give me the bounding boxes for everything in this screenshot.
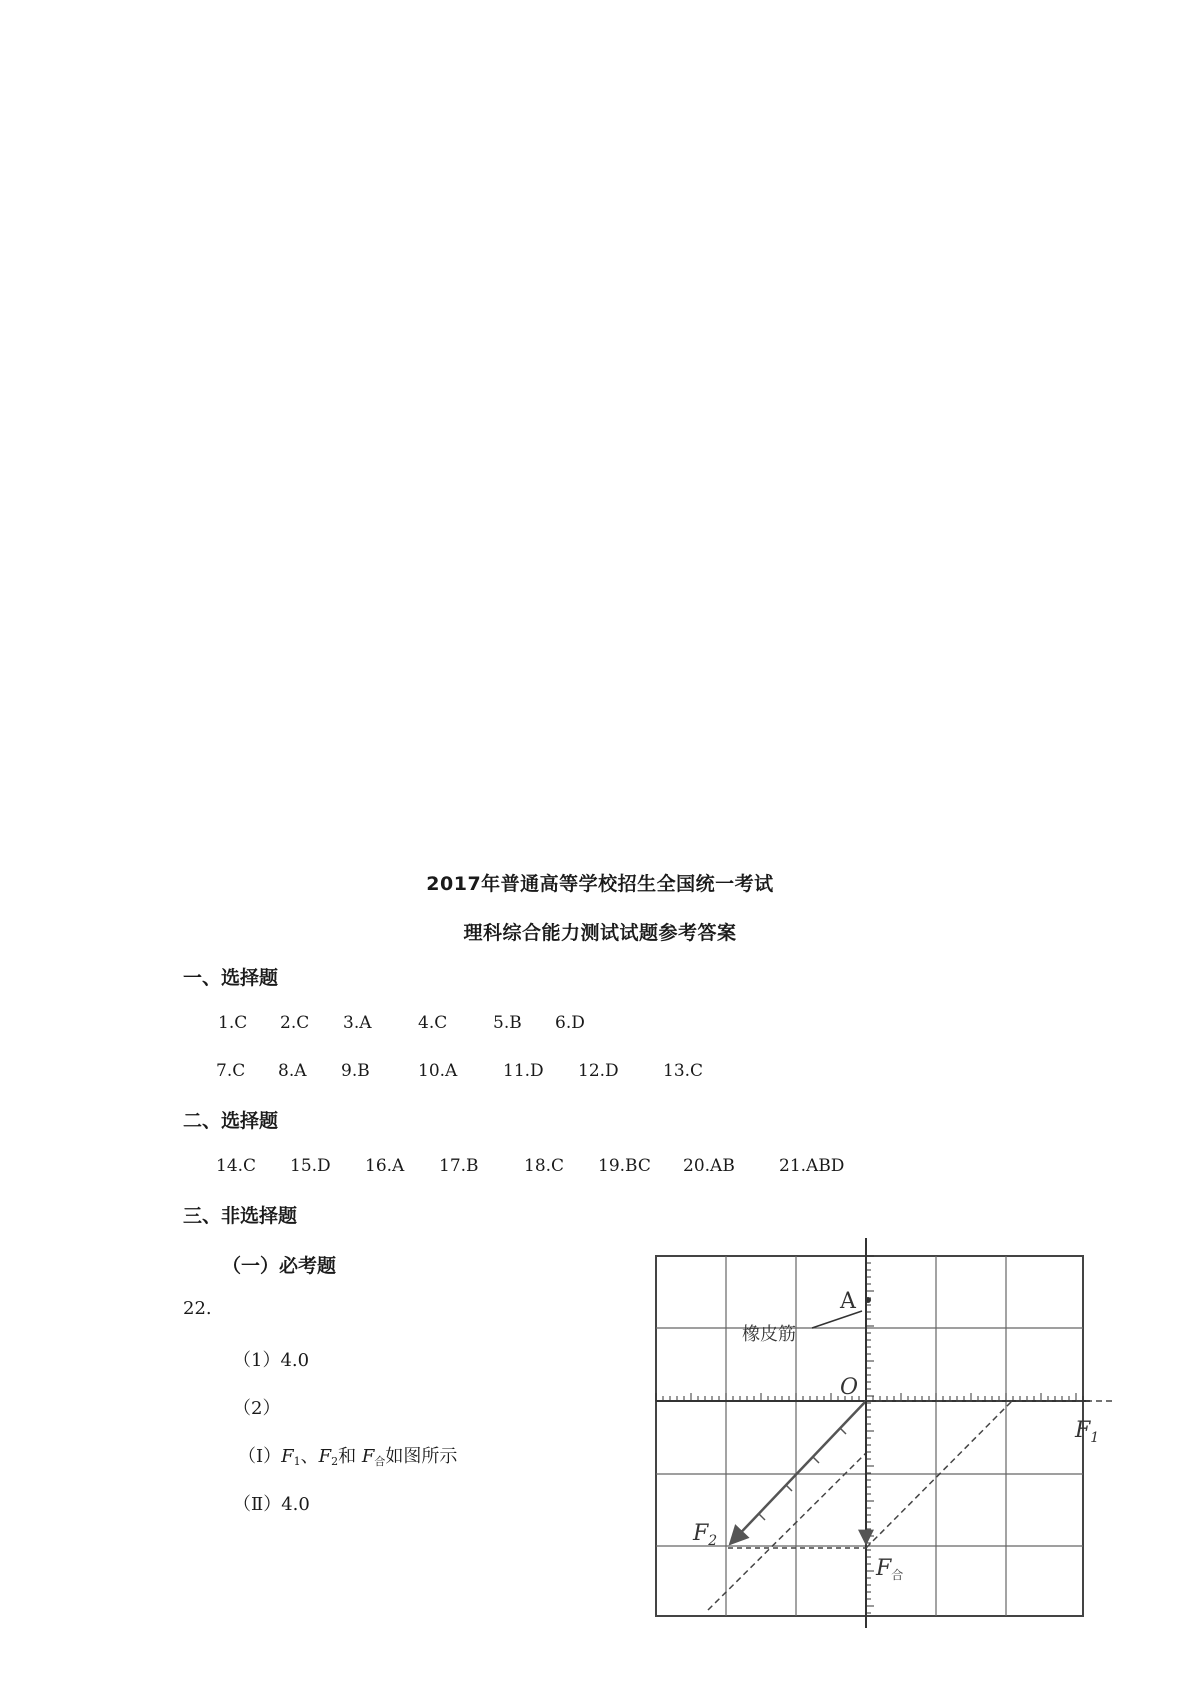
question-22-part-1: （1）4.0 <box>233 1350 310 1371</box>
exam-title: 2017年普通高等学校招生全国统一考试 <box>426 873 774 895</box>
force-diagram-svg <box>650 1198 1120 1628</box>
answer-item: 7.C <box>216 1061 246 1081</box>
question-22-part-2: （2） <box>233 1398 281 1419</box>
fhe-subscript: 合 <box>374 1455 386 1468</box>
f2-extension <box>708 1453 866 1610</box>
item-1-suffix: 如图所示 <box>385 1446 458 1467</box>
force-diagram <box>650 1198 1120 1628</box>
question-22-number: 22. <box>183 1298 212 1319</box>
label-f2: $F_2$ <box>693 1521 718 1549</box>
answer-item: 8.A <box>278 1061 307 1081</box>
grid-lines <box>656 1256 1083 1616</box>
grid-frame <box>656 1256 1083 1616</box>
answer-item: 9.B <box>341 1061 370 1081</box>
answer-item: 16.A <box>365 1156 405 1176</box>
answer-item: 21.ABD <box>779 1156 845 1176</box>
item-1-and: 和 <box>338 1446 362 1467</box>
label-origin: O <box>840 1375 859 1400</box>
answer-item: 20.AB <box>683 1156 735 1176</box>
answer-item: 15.D <box>290 1156 331 1176</box>
f1-symbol: F <box>281 1446 294 1467</box>
answer-item: 3.A <box>343 1013 372 1033</box>
f1-subscript: 1 <box>293 1455 301 1468</box>
item-1-separator: 、 <box>300 1446 319 1467</box>
answer-item: 17.B <box>439 1156 479 1176</box>
label-f-resultant: F合 <box>876 1556 904 1582</box>
label-f1: $F_1$ <box>1075 1418 1100 1446</box>
section-3-subheading: （一）必考题 <box>222 1255 337 1277</box>
answer-item: 2.C <box>280 1013 310 1033</box>
answer-item: 18.C <box>524 1156 565 1176</box>
section-2-heading: 二、选择题 <box>183 1110 279 1132</box>
answer-item: 13.C <box>663 1061 704 1081</box>
fhe-symbol: F <box>361 1446 375 1467</box>
section-1-heading: 一、选择题 <box>183 967 279 989</box>
f2-subscript: 2 <box>331 1455 339 1468</box>
answer-item: 5.B <box>493 1013 522 1033</box>
item-1-prefix: （Ⅰ） <box>238 1446 282 1467</box>
answer-item: 14.C <box>216 1156 257 1176</box>
answer-item: 19.BC <box>598 1156 651 1176</box>
answer-item: 1.C <box>218 1013 248 1033</box>
f2-symbol: F <box>318 1446 332 1467</box>
point-a-marker <box>865 1297 871 1303</box>
answer-item: 11.D <box>503 1061 544 1081</box>
ruler-ticks <box>656 1256 1083 1613</box>
answer-item: 10.A <box>418 1061 458 1081</box>
label-rubber-band: 橡皮筋 <box>742 1324 796 1345</box>
label-a: A <box>840 1289 856 1314</box>
question-22-item-2: （Ⅱ）4.0 <box>233 1494 310 1515</box>
exam-subtitle: 理科综合能力测试试题参考答案 <box>463 922 737 944</box>
answer-item: 6.D <box>555 1013 585 1033</box>
answer-item: 4.C <box>418 1013 448 1033</box>
question-22-item-1 <box>238 1442 457 1469</box>
section-3-heading: 三、非选择题 <box>183 1205 298 1227</box>
answer-item: 12.D <box>578 1061 619 1081</box>
